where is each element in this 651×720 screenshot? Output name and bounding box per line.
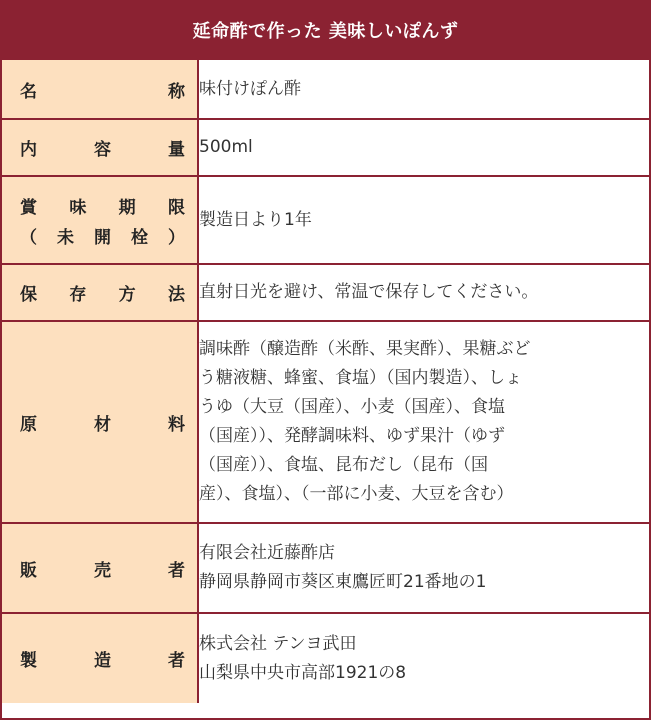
spec-label-line: [20, 553, 185, 583]
spec-table-body: [2, 60, 649, 703]
spec-label-line: [20, 278, 185, 308]
spec-label-line: [20, 133, 185, 163]
spec-value-volume: [198, 119, 649, 176]
spec-label-char: 売: [94, 560, 111, 581]
spec-value-line: 山梨県中央市高部1921の8: [199, 662, 407, 683]
spec-value-line: う糖液糖、蜂蜜、食塩）（国内製造）、しょ: [199, 368, 522, 388]
spec-label-char: 存: [69, 285, 87, 305]
spec-label-storage: [2, 264, 198, 321]
spec-label-char: （: [20, 227, 37, 248]
spec-label-char: 味: [69, 197, 87, 218]
spec-row-seller: [2, 523, 649, 613]
spec-label-ingredients: [2, 321, 198, 523]
spec-value-ingredients: [198, 321, 649, 523]
spec-value-line: 味付けぽん酢: [199, 78, 301, 99]
spec-label-char: 保: [20, 285, 37, 305]
spec-label-char: 期: [118, 197, 136, 218]
spec-label-char: 賞: [20, 197, 37, 218]
spec-label-line: [20, 407, 185, 437]
spec-value-seller: [198, 523, 649, 613]
spec-label-char: ）: [168, 227, 185, 248]
spec-label-char: 製: [20, 651, 37, 671]
spec-label-char: 原: [20, 414, 37, 435]
spec-label-manufacturer: [2, 613, 198, 703]
spec-value-line: （国産））、発酵調味料、ゆず果汁（ゆず: [199, 426, 505, 446]
spec-label-line: [20, 190, 185, 220]
spec-label-seller: [2, 523, 198, 613]
spec-label-char: 未: [57, 227, 74, 248]
spec-value-name: [198, 60, 649, 119]
spec-label-line: [20, 74, 185, 104]
spec-label-char: 容: [94, 140, 111, 160]
spec-label-char: 方: [118, 285, 136, 305]
spec-label-char: 栓: [131, 227, 148, 248]
spec-label-best-before: [2, 176, 198, 264]
spec-label-char: 限: [167, 197, 185, 218]
spec-value-line: 静岡県静岡市葵区東鷹匠町21番地の1: [199, 572, 487, 592]
spec-label-char: 法: [167, 285, 185, 305]
spec-row-storage: [2, 264, 649, 321]
spec-row-volume: [2, 119, 649, 176]
spec-label-char: 量: [168, 140, 185, 160]
spec-label-char: 造: [94, 651, 111, 671]
spec-row-manufacturer: [2, 613, 649, 703]
spec-value-best-before: [198, 176, 649, 264]
spec-label-line: [20, 644, 185, 674]
spec-label-char: 開: [94, 227, 111, 248]
spec-value-line: 株式会社 テンヨ武田: [199, 633, 357, 654]
spec-label-char: 名: [20, 81, 37, 102]
spec-label-name: [2, 60, 198, 119]
spec-value-line: 500ml: [199, 137, 253, 157]
spec-label-char: 者: [168, 560, 185, 581]
spec-value-manufacturer: [198, 613, 649, 703]
spec-value-line: うゆ（大豆（国産）、小麦（国産）、食塩: [199, 397, 505, 417]
product-spec-table: [2, 60, 649, 703]
spec-label-line: [20, 220, 185, 250]
spec-label-char: 内: [20, 140, 37, 160]
spec-label-char: 材: [94, 414, 111, 435]
spec-value-line: 調味酢（醸造酢（米酢、果実酢）、果糖ぶど: [199, 339, 531, 359]
spec-value-line: 製造日より1年: [199, 209, 312, 230]
spec-label-char: 料: [168, 414, 185, 435]
spec-label-char: 者: [168, 651, 185, 671]
spec-value-line: （国産））、食塩、昆布だし（昆布（国: [199, 455, 488, 475]
spec-label-char: 販: [20, 560, 37, 581]
spec-label-char: 称: [168, 81, 185, 102]
spec-value-storage: [198, 264, 649, 321]
spec-value-line: 産）、食塩）、（一部に小麦、大豆を含む）: [199, 484, 514, 504]
spec-value-line: 有限会社近藤酢店: [199, 543, 335, 563]
spec-row-ingredients: [2, 321, 649, 523]
spec-label-volume: [2, 119, 198, 176]
spec-value-line: 直射日光を避け、常温で保存してください。: [199, 282, 539, 302]
spec-row-name: [2, 60, 649, 119]
spec-row-best-before: [2, 176, 649, 264]
page-title: 延命酢で作った 美味しいぽんず: [2, 0, 649, 60]
